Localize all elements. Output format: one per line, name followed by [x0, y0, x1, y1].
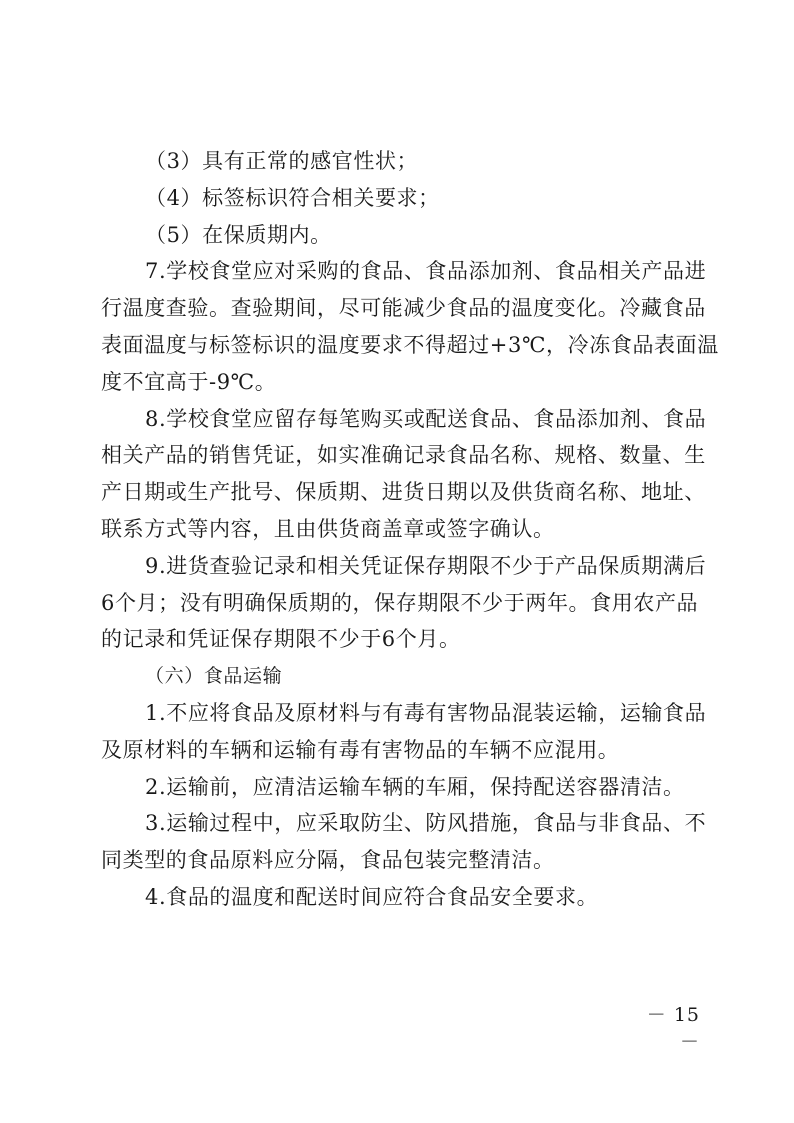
text-line: 同类型的食品原料应分隔，食品包装完整清洁。 — [101, 848, 555, 873]
text-line: （4）标签标识符合相关要求； — [145, 185, 440, 210]
text-line: 相关产品的销售凭证，如实准确记录食品名称、规格、数量、生 — [101, 443, 706, 468]
text-line: （3）具有正常的感官性状； — [145, 149, 419, 173]
paragraph-1-start: 1.不应将食品及原材料与有毒有害物品混装运输，运输食品 — [145, 700, 707, 725]
text-line: 的记录和凭证保存期限不少于6个月。 — [101, 627, 461, 652]
text-line: 度不宜高于-9℃。 — [101, 369, 277, 394]
paragraph-2: 2.运输前，应清洁运输车辆的车厢，保持配送容器清洁。 — [145, 774, 685, 799]
paragraph-9-start: 9.进货查验记录和相关凭证保存期限不少于产品保质期满后 — [145, 553, 707, 578]
paragraph-8-start: 8.学校食堂应留存每笔购买或配送食品、食品添加剂、食品 — [145, 406, 707, 431]
paragraph-4: 4.食品的温度和配送时间应符合食品安全要求。 — [145, 884, 599, 909]
document-body — [101, 143, 719, 916]
text-line: （5）在保质期内。 — [145, 222, 332, 247]
paragraph-3-start: 3.运输过程中，应采取防尘、防风措施，食品与非食品、不 — [145, 811, 707, 836]
paragraph-7-start: 7.学校食堂应对采购的食品、食品添加剂、食品相关产品进 — [145, 259, 707, 284]
section-heading: （六）食品运输 — [145, 665, 283, 688]
text-line: 联系方式等内容，且由供货商盖章或签字确认。 — [101, 516, 555, 541]
text-line: 行温度查验。查验期间，尽可能减少食品的温度变化。冷藏食品 — [101, 296, 706, 321]
text-line: 产日期或生产批号、保质期、进货日期以及供货商名称、地址、 — [101, 480, 706, 505]
text-line: 6个月；没有明确保质期的，保存期限不少于两年。食用农产品 — [101, 590, 699, 615]
text-line: 表面温度与标签标识的温度要求不得超过+3℃，冷冻食品表面温 — [101, 332, 719, 357]
page-number: － 15 － — [646, 1004, 700, 1053]
text-line: 及原材料的车辆和运输有毒有害物品的车辆不应混用。 — [101, 737, 620, 762]
